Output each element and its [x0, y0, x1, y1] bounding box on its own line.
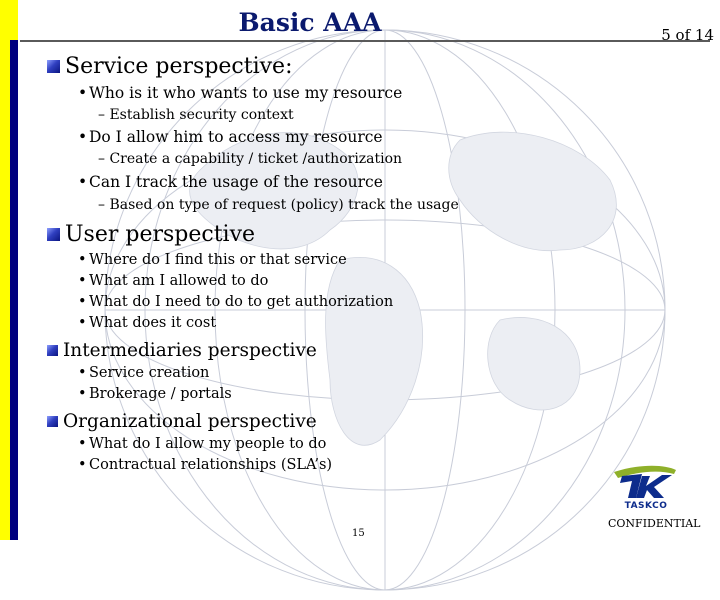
list-item: • What do I need to do to get authorization — [78, 294, 394, 310]
list-item: • Where do I find this or that service — [78, 252, 347, 268]
taskco-logo-icon — [608, 462, 680, 520]
sub-list-item: – Establish security context — [98, 107, 294, 123]
list-item: • Who is it who wants to use my resource — [78, 84, 403, 102]
square-bullet-icon — [47, 228, 60, 241]
logo-text: TASKCO — [624, 501, 668, 511]
section-heading-intermediaries: Intermediaries perspective — [47, 340, 317, 361]
section-heading-user: User perspective — [47, 222, 255, 247]
list-item: • Brokerage / portals — [78, 386, 232, 402]
slide-number: 5 of 14 — [661, 26, 714, 44]
page-number: 15 — [352, 528, 365, 539]
sub-list-item: – Based on type of request (policy) track the usage — [98, 197, 459, 213]
square-bullet-icon — [47, 345, 58, 356]
list-item: • What am I allowed to do — [78, 273, 269, 289]
section-heading-organizational: Organizational perspective — [47, 411, 317, 432]
slide-title: Basic AAA — [238, 8, 382, 37]
list-item: • Can I track the usage of the resource — [78, 173, 383, 191]
square-bullet-icon — [47, 416, 58, 427]
left-blue-stripe — [10, 40, 18, 540]
confidential-label: CONFIDENTIAL — [608, 517, 701, 530]
sub-list-item: – Create a capability / ticket /authorization — [98, 151, 403, 167]
list-item: • Service creation — [78, 365, 210, 381]
list-item: • Do I allow him to access my resource — [78, 128, 383, 146]
list-item: • What does it cost — [78, 315, 217, 331]
list-item: • What do I allow my people to do — [78, 436, 327, 452]
title-divider — [20, 40, 710, 42]
left-yellow-stripe-top — [10, 0, 18, 40]
left-yellow-stripe — [0, 0, 10, 540]
section-heading-service: Service perspective: — [47, 54, 292, 79]
list-item: • Contractual relationships (SLA’s) — [78, 457, 333, 473]
square-bullet-icon — [47, 60, 60, 73]
